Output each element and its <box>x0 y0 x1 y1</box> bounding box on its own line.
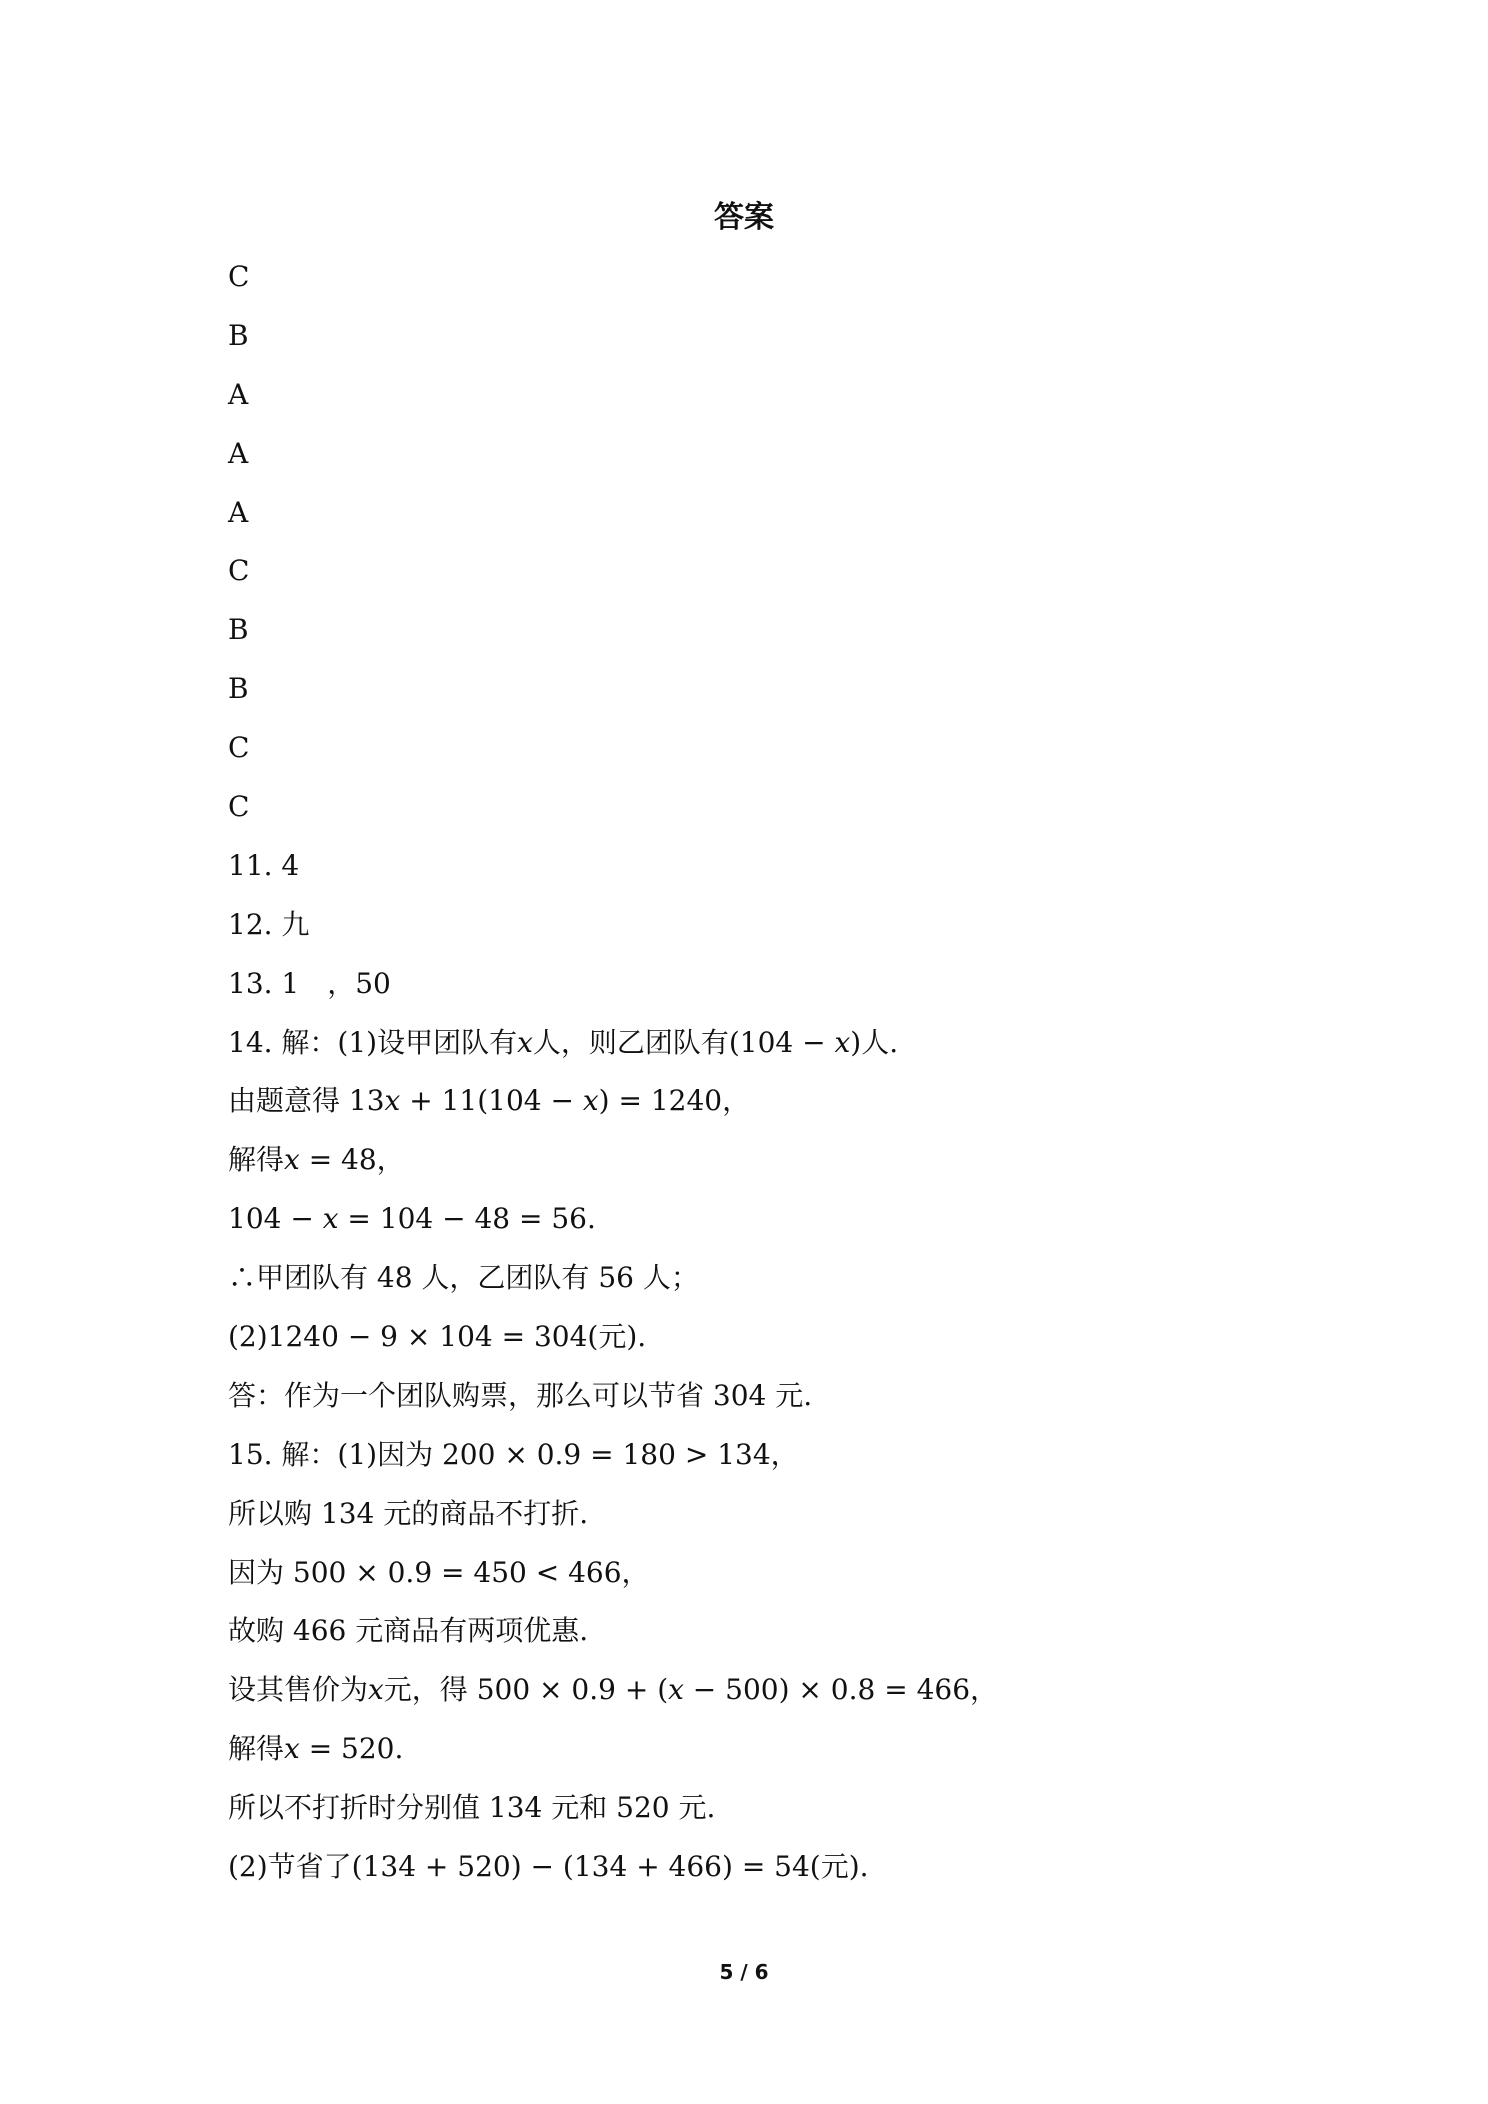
answer-line-8: B <box>228 672 249 706</box>
solution-15-line-2: 所以购 134 元的商品不打折. <box>228 1496 589 1530</box>
solution-14-line-4: 104 − 𝑥 = 104 − 48 = 56. <box>228 1202 596 1236</box>
page-title: 答案 <box>714 200 774 235</box>
solution-15-line-6: 解得𝑥 = 520. <box>228 1732 404 1766</box>
solution-14-line-1: 14. 解：(1)设甲团队有𝑥人，则乙团队有(104 − 𝑥)人. <box>228 1025 899 1059</box>
solution-14-line-6: (2)1240 − 9 × 104 = 304(元). <box>228 1320 647 1354</box>
solution-14-line-7: 答：作为一个团队购票，那么可以节省 304 元. <box>228 1378 813 1412</box>
answer-list <box>228 248 1268 1897</box>
answer-line-11: 11. 4 <box>228 848 300 882</box>
answer-line-3: A <box>228 377 249 411</box>
solution-14-line-3: 解得𝑥 = 48， <box>228 1143 405 1177</box>
answer-line-5: A <box>228 495 249 529</box>
answer-line-6: C <box>228 554 250 588</box>
solution-15-line-3: 因为 500 × 0.9 = 450 < 466， <box>228 1555 650 1589</box>
answer-line-1: C <box>228 260 250 293</box>
solution-15-line-5: 设其售价为𝑥元，得 500 × 0.9 + (𝑥 − 500) × 0.8 = 466， <box>228 1673 999 1707</box>
answer-line-9: C <box>228 731 250 765</box>
solution-15-line-8: (2)节省了(134 + 520) − (134 + 466) = 54(元). <box>228 1850 869 1884</box>
answer-line-10: C <box>228 790 250 824</box>
answer-line-4: A <box>228 436 249 470</box>
solution-15-line-7: 所以不打折时分别值 134 元和 520 元. <box>228 1791 716 1825</box>
solution-14-line-5: ∴甲团队有 48 人，乙团队有 56 人； <box>228 1261 699 1295</box>
answer-line-13: 13. 1 ，50 <box>228 966 391 1000</box>
solution-15-line-4: 故购 466 元商品有两项优惠. <box>228 1614 589 1648</box>
answer-line-12: 12. 九 <box>228 907 310 941</box>
page-number: 5 / 6 <box>719 1960 769 1984</box>
solution-15-line-1: 15. 解：(1)因为 200 × 0.9 = 180 > 134， <box>228 1437 799 1471</box>
answer-line-2: B <box>228 318 249 352</box>
answer-line-7: B <box>228 613 249 647</box>
solution-14-line-2: 由题意得 13𝑥 + 11(104 − 𝑥) = 1240， <box>228 1084 751 1118</box>
